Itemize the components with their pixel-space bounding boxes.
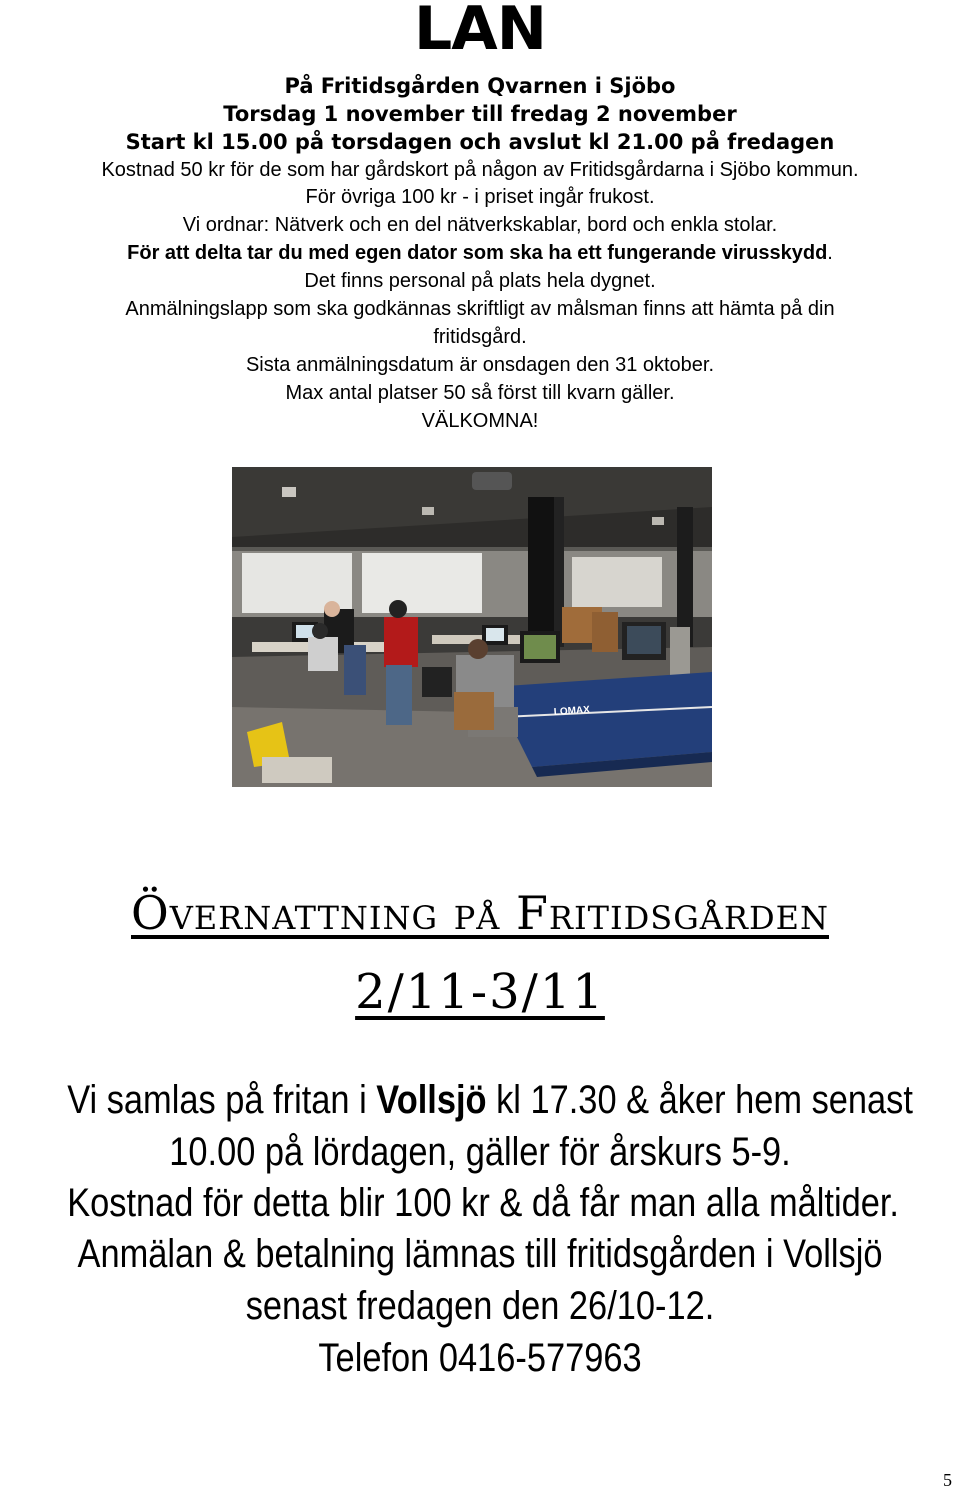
overnight-line2: 10.00 på lördagen, gäller för årskurs 5-9.: [169, 1130, 791, 1174]
lan-room-illustration: [232, 467, 712, 787]
lan-staff: Det finns personal på plats hela dygnet.: [304, 270, 656, 292]
overnight-line4: Anmälan & betalning lämnas till fritidsgården i Vollsjö: [77, 1232, 883, 1276]
lan-cost-members: Kostnad 50 kr för de som har gårdskort på någon av Fritidsgårdarna i Sjöbo kommun.: [101, 159, 859, 181]
lan-venue: På Fritidsgården Qvarnen i Sjöbo: [284, 74, 676, 98]
lan-dates: Torsdag 1 november till fredag 2 november: [223, 102, 737, 126]
lomax-label: LOMAX: [553, 704, 591, 718]
lan-bring-computer-text: För att delta tar du med egen dator som ska ha ett fungerande virusskydd: [127, 242, 828, 264]
overnight-title: Övernattning på Fritidsgården: [131, 886, 829, 940]
lan-bring-computer: [0, 242, 960, 265]
overnight-line1-b: kl 17.30 & åker hem senast: [486, 1078, 913, 1122]
lan-cost-others: För övriga 100 kr - i priset ingår frukost.: [305, 186, 655, 208]
lan-bring-computer-end: .: [827, 242, 833, 264]
overnight-line5: senast fredagen den 26/10-12.: [245, 1284, 715, 1328]
overnight-line1-a: Vi samlas på fritan i: [67, 1078, 377, 1122]
overnight-line1-bold: Vollsjö: [376, 1078, 487, 1122]
overnight-line3: Kostnad för detta blir 100 kr & då får man alla måltider.: [67, 1181, 899, 1225]
lan-we-provide: Vi ordnar: Nätverk och en del nätverkskablar, bord och enkla stolar.: [182, 214, 778, 236]
overnight-line6: Telefon 0416-577963: [318, 1336, 642, 1380]
lan-deadline: Sista anmälningsdatum är onsdagen den 31 oktober.: [245, 354, 715, 376]
page-number: 5: [943, 1470, 952, 1490]
lan-times: Start kl 15.00 på torsdagen och avslut kl 21.00 på fredagen: [125, 130, 835, 154]
lan-welcome: VÄLKOMNA!: [421, 410, 539, 432]
lan-registration-line2: fritidsgård.: [433, 326, 527, 348]
lan-registration-line1: Anmälningslapp som ska godkännas skriftligt av målsman finns att hämta på din: [125, 298, 835, 320]
overnight-dates: 2/11-3/11: [355, 964, 605, 1020]
lan-room-photo: [232, 467, 712, 787]
lan-title: LAN: [414, 0, 546, 64]
lan-max-places: Max antal platser 50 så först till kvarn gäller.: [285, 382, 675, 404]
overnight-line1: [67, 1078, 913, 1123]
